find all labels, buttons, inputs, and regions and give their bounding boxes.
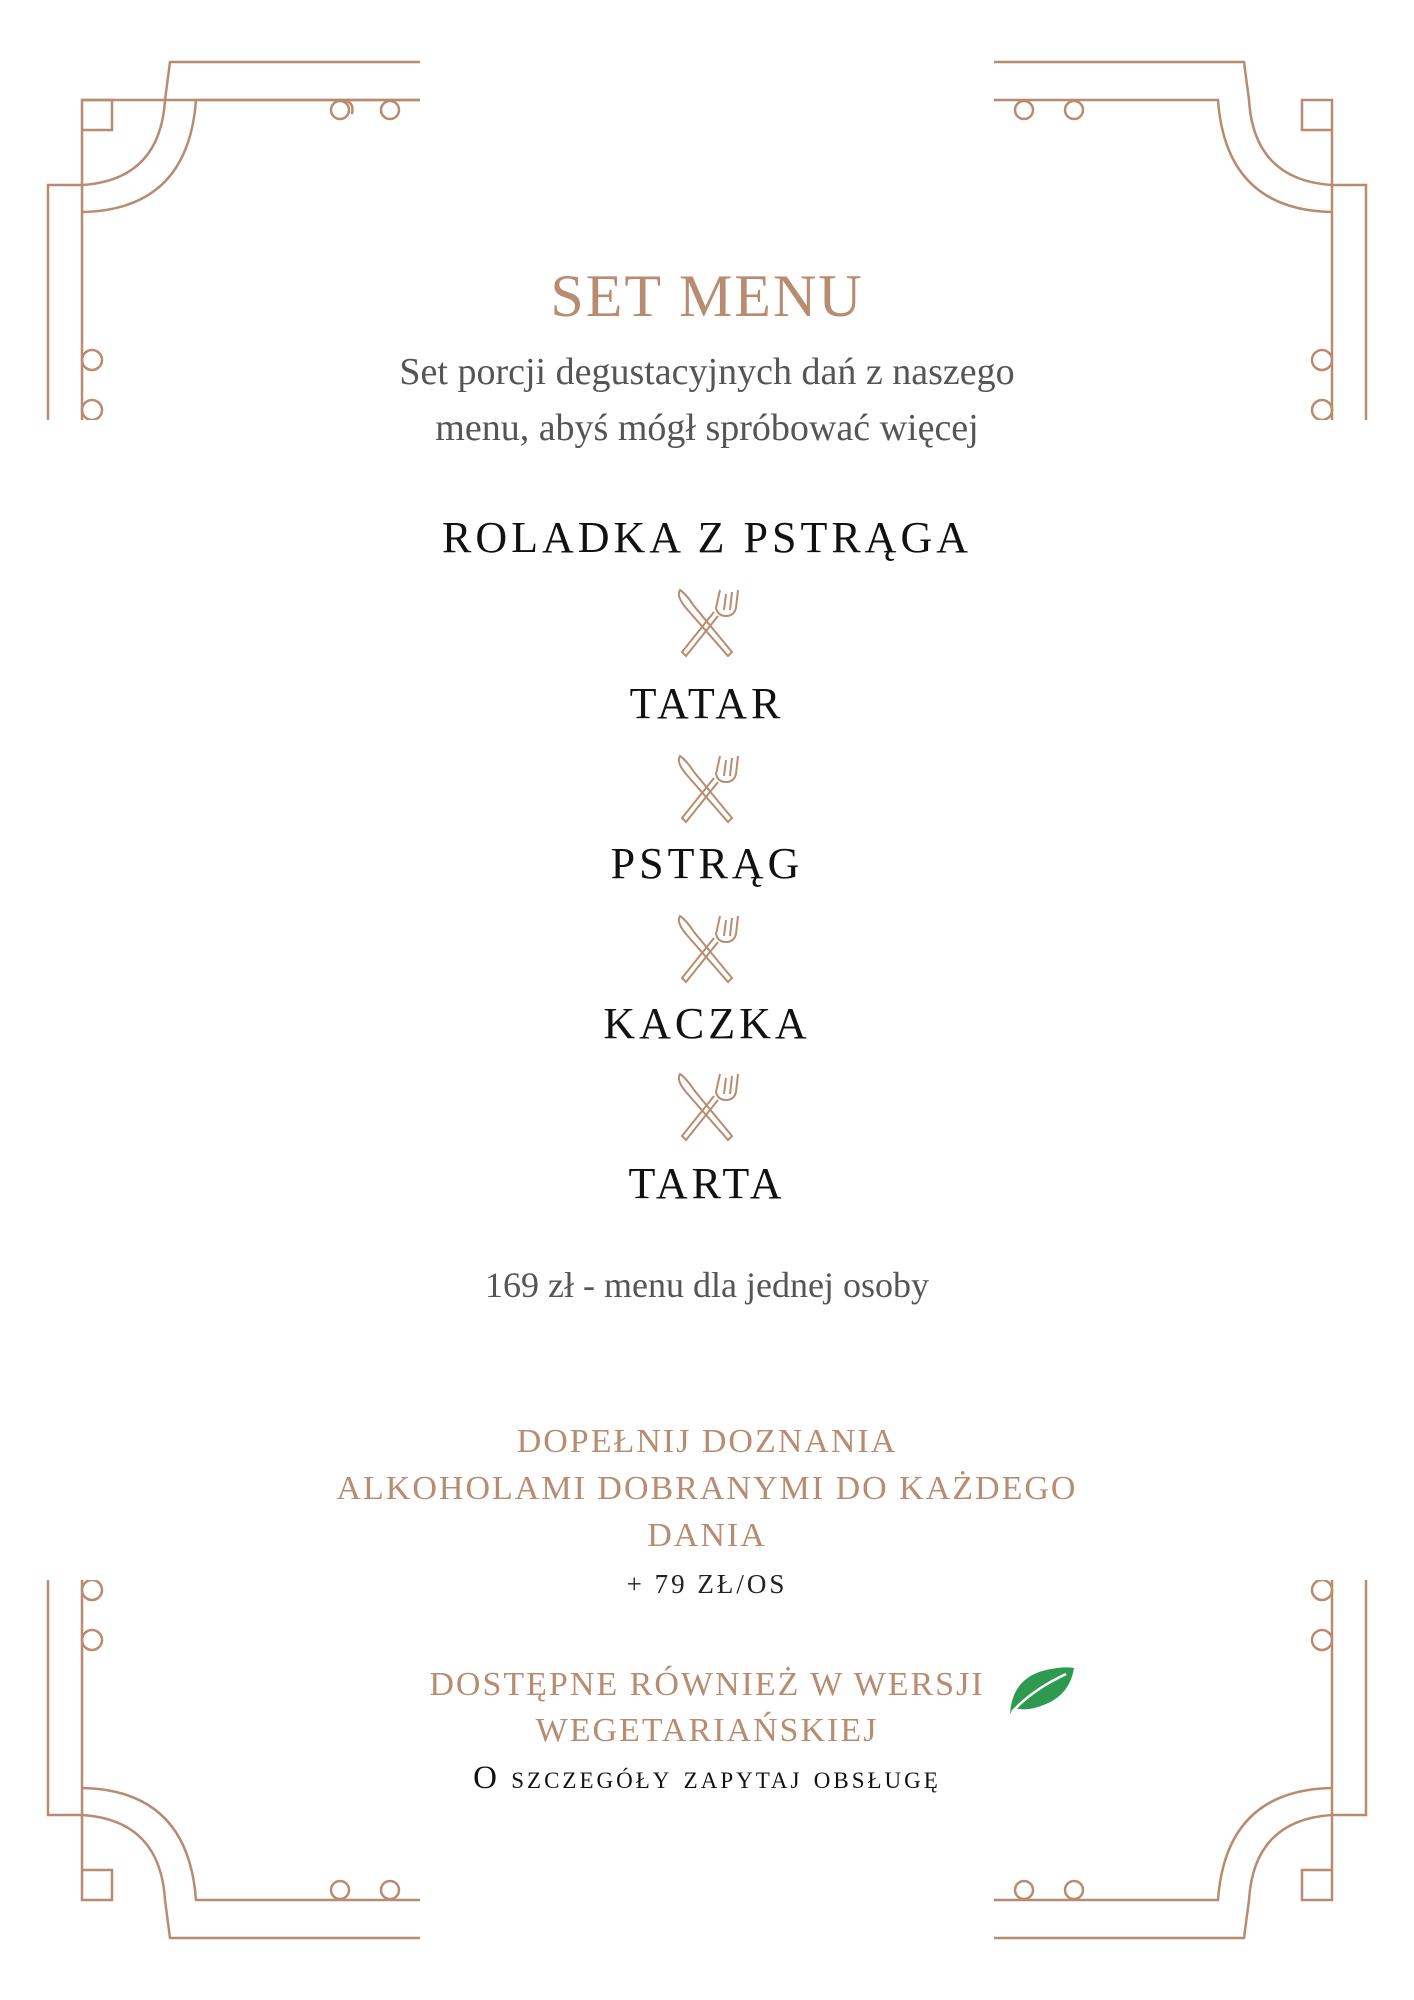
subtitle-line: Set porcji degustacyjnych dań z naszego bbox=[399, 351, 1015, 393]
cutlery-icon bbox=[672, 912, 742, 984]
pairing-offer bbox=[0, 1418, 1414, 1559]
course-item: PSTRĄG bbox=[610, 839, 804, 888]
subtitle-line: menu, abyś mógł spróbować więcej bbox=[435, 407, 979, 449]
course-item: TATAR bbox=[629, 679, 785, 728]
vegetarian-notice bbox=[0, 1662, 1414, 1754]
leaf-icon bbox=[1006, 1664, 1076, 1716]
cutlery-icon bbox=[672, 752, 742, 824]
course-item: TARTA bbox=[628, 1159, 786, 1208]
menu-title: SET MENU bbox=[550, 263, 864, 329]
vegetarian-line: WEGETARIAŃSKIEJ bbox=[535, 1712, 879, 1749]
pairing-price: + 79 ZŁ/OS bbox=[626, 1569, 788, 1599]
vegetarian-line: DOSTĘPNE RÓWNIEŻ W WERSJI bbox=[429, 1666, 985, 1703]
pairing-line: DANIA bbox=[647, 1517, 767, 1554]
pairing-line: ALKOHOLAMI DOBRANYMI DO KAŻDEGO bbox=[336, 1470, 1078, 1507]
menu-subtitle bbox=[0, 344, 1414, 456]
pairing-line: DOPEŁNIJ DOZNANIA bbox=[516, 1423, 898, 1460]
course-item: KACZKA bbox=[603, 999, 811, 1048]
course-item: ROLADKA Z PSTRĄGA bbox=[441, 513, 973, 562]
menu-price: 169 zł - menu dla jednej osoby bbox=[485, 1265, 929, 1305]
ask-staff-note: O szczegóły zapytaj obsługę bbox=[473, 1760, 941, 1796]
cutlery-icon bbox=[672, 1070, 742, 1142]
cutlery-icon bbox=[672, 586, 742, 658]
